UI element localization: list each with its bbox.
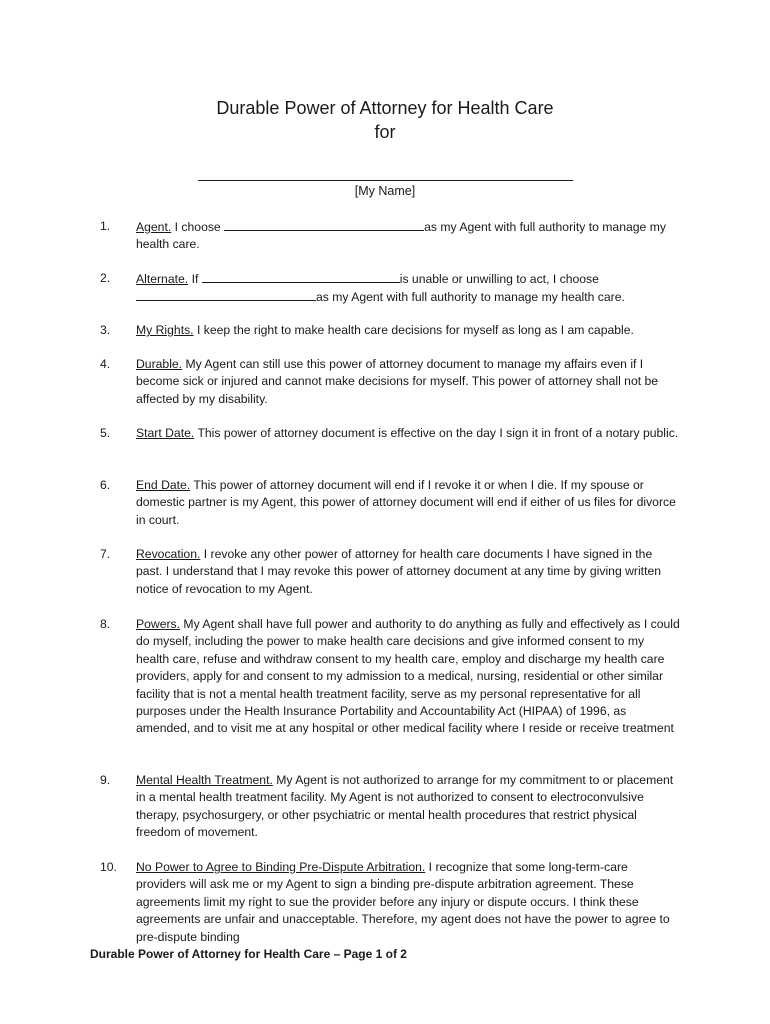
clause-alternate	[100, 270, 680, 307]
clause-text: I revoke any other power of attorney for health care documents I have signed in the past. I understand that I may revoke this power of attorney document at any time by giving written notice of revocation to my Agent.	[136, 547, 662, 596]
alternate-agent-name-blank[interactable]	[136, 288, 316, 301]
clause-text: as my Agent with full authority to manage my health care.	[316, 290, 625, 305]
clause-durable	[100, 356, 680, 408]
my-name-caption: [My Name]	[354, 184, 416, 198]
clause-number: 5.	[100, 426, 111, 440]
clause-text: My Agent can still use this power of attorney document to manage my affairs even if I become sick or injured and cannot make decisions for myself. This power of attorney shall not be affected by my disability.	[136, 357, 659, 406]
title-line-1: Durable Power of Attorney for Health Care	[216, 98, 554, 118]
clause-label: My Rights.	[136, 323, 194, 337]
clause-label: Durable.	[136, 357, 183, 371]
clause-label: Agent.	[136, 220, 172, 234]
clause-number: 7.	[100, 547, 111, 561]
clause-number: 10.	[100, 860, 117, 874]
title-line-2: for	[374, 122, 396, 142]
clause-number: 3.	[100, 323, 111, 337]
clause-text: is unable or unwilling to act, I choose	[399, 272, 599, 286]
clause-label: Mental Health Treatment.	[136, 773, 273, 787]
clause-text: I recognize that some long-term-care providers will ask me or my Agent to sign a binding pre-dispute arbitration agreement. These agreements limit my right to sue the provider before any injury or dispute occurs. I think these agreements are unfair and unacceptable. Therefore, my agent does not have the power to agree to pre-dispute binding	[136, 860, 670, 944]
my-name-signature-line[interactable]	[198, 180, 573, 181]
clause-text: My Agent is not authorized to arrange for my commitment to or placement in a mental health treatment facility. My Agent is not authorized to consent to electroconvulsive therapy, psychosurgery, or other psychiatric or mental health procedures that restrict physical freedom of movement.	[136, 773, 674, 840]
clause-number: 8.	[100, 617, 111, 631]
clause-number: 4.	[100, 357, 111, 371]
clause-text: This power of attorney document will end if I revoke it or when I die. If my spouse or domestic partner is my Agent, this power of attorney document will end if either of us files for divorce in court.	[136, 478, 676, 527]
clause-label: Powers.	[136, 617, 181, 631]
clause-number: 6.	[100, 478, 111, 492]
clause-end-date	[100, 477, 680, 529]
clause-number: 1.	[100, 219, 111, 233]
clause-revocation	[100, 546, 680, 598]
clause-label: End Date.	[136, 478, 191, 492]
clause-my-rights	[100, 322, 680, 339]
agent-name-blank-2[interactable]	[202, 270, 400, 283]
clause-number: 2.	[100, 271, 111, 285]
clause-arbitration	[100, 859, 680, 946]
clause-start-date	[100, 425, 680, 442]
clause-label: No Power to Agree to Binding Pre-Dispute Arbitration.	[136, 860, 426, 874]
clause-powers	[100, 616, 680, 738]
clause-number: 9.	[100, 773, 111, 787]
clause-text: as my Agent with full authority to manage my health care.	[136, 220, 666, 252]
clause-label: Revocation.	[136, 547, 201, 561]
clause-text: My Agent shall have full power and authority to do anything as fully and effectively as I could do myself, including the power to make health care decisions and give informed consent to my health care, refuse and withdraw consent to my health care, employ and discharge my health care providers, apply for and consent to my admission to a medical, nursing, residential or other similar facility that is not a mental health treatment facility, serve as my personal representative for all purposes under the Health Insurance Portability and Accountability Act (HIPAA) of 1996, as amended, and to visit me at any hospital or other medical facility where I reside or receive treatment	[136, 617, 680, 736]
clause-text: If	[191, 272, 199, 286]
clause-agent	[100, 218, 680, 254]
clause-label: Start Date.	[136, 426, 195, 440]
agent-name-blank[interactable]	[224, 218, 424, 231]
clause-label: Alternate.	[136, 272, 189, 286]
clause-text: I keep the right to make health care decisions for myself as long as I am capable.	[196, 323, 634, 337]
clause-mental-health-treatment	[100, 772, 680, 842]
page-footer: Durable Power of Attorney for Health Care – Page 1 of 2	[90, 947, 407, 961]
clause-text: I choose	[174, 220, 221, 234]
clause-text: This power of attorney document is effective on the day I sign it in front of a notary public.	[197, 426, 679, 440]
document-title	[0, 96, 770, 144]
